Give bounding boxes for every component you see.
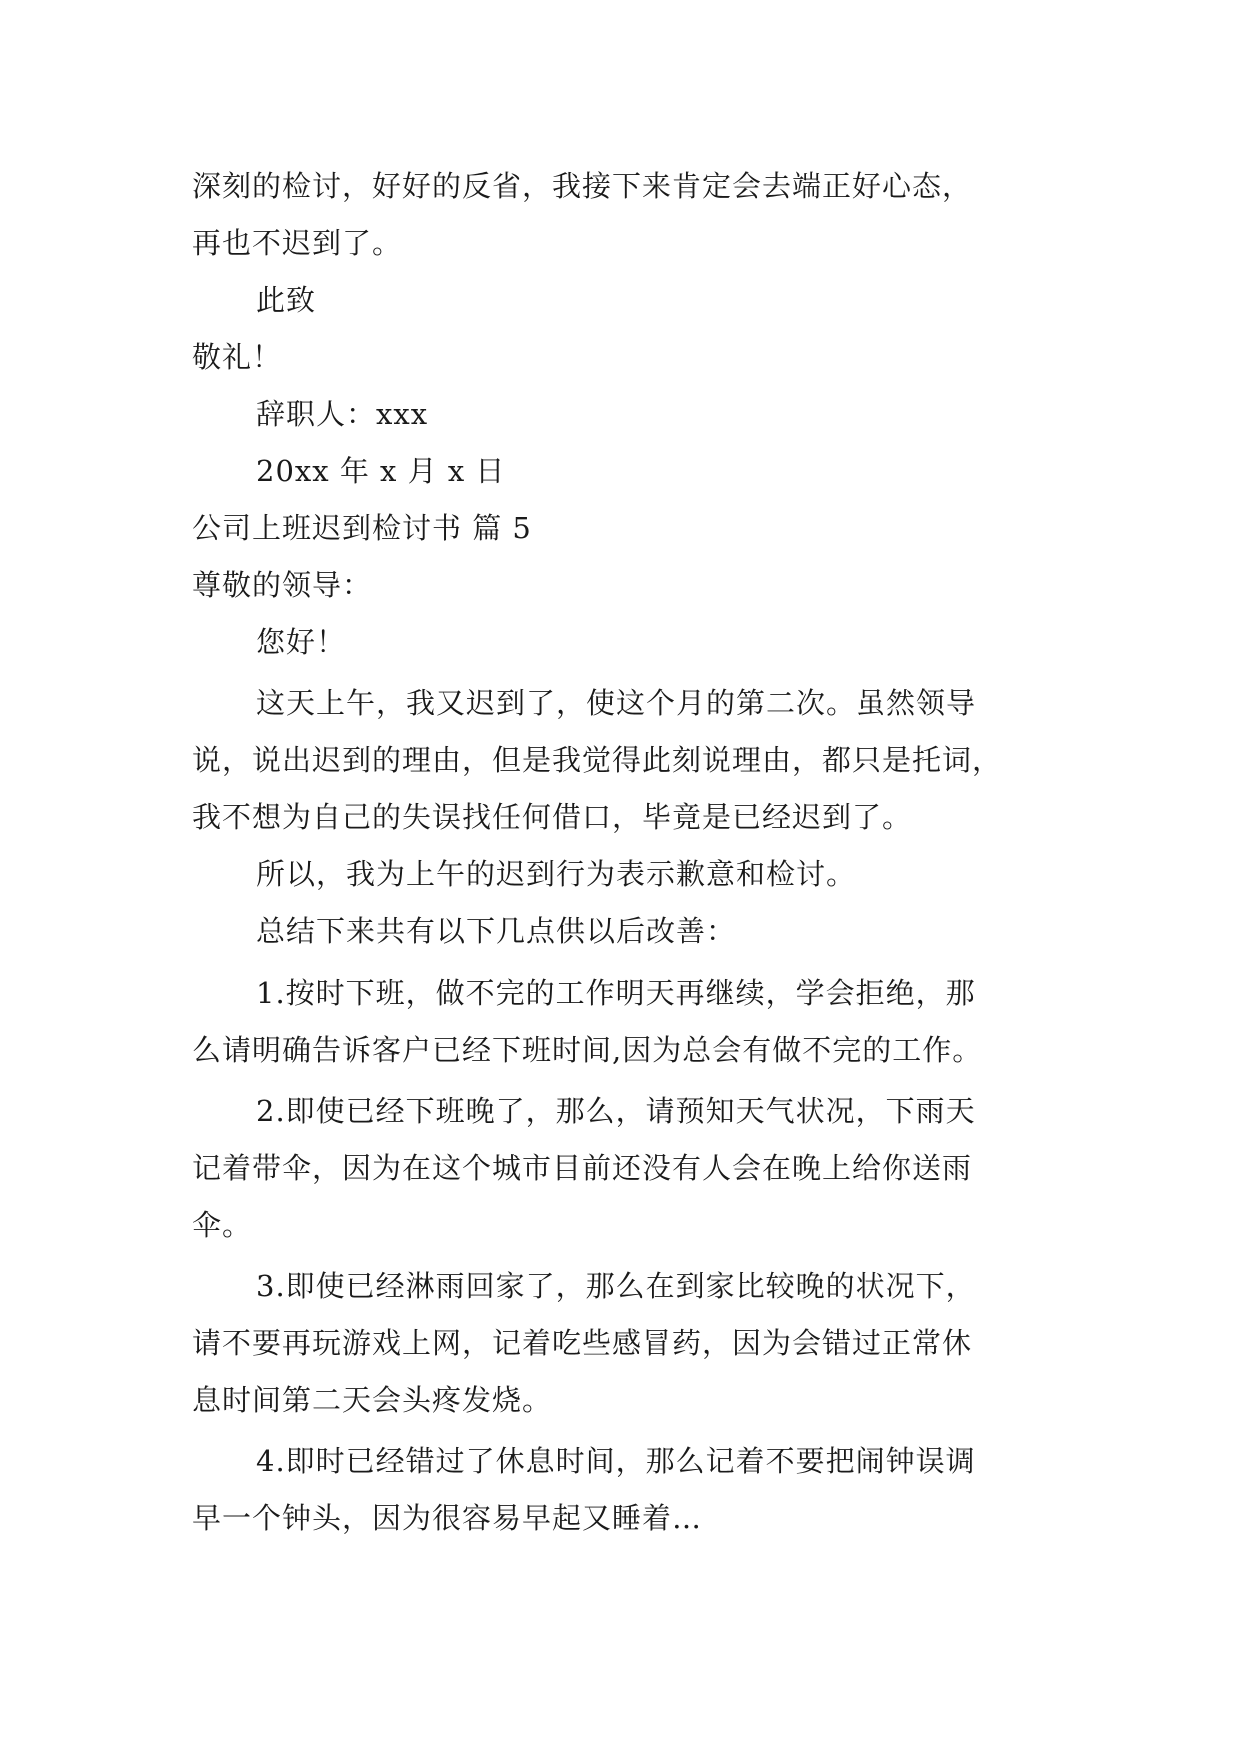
list-item-line: 早一个钟头，因为很容易早起又睡着… [192,1501,703,1535]
list-item-line: 么请明确告诉客户已经下班时间,因为总会有做不完的工作。 [192,1033,983,1067]
date-line: 20xx 年 x 月 x 日 [256,454,506,488]
list-item-line: 伞。 [192,1208,253,1242]
body-text-line: 我不想为自己的失误找任何借口，毕竟是已经迟到了。 [192,800,913,834]
list-item-line: 请不要再玩游戏上网，记着吃些感冒药，因为会错过正常休 [192,1326,973,1360]
body-text-line: 说，说出迟到的理由，但是我觉得此刻说理由，都只是托词， [192,743,1003,777]
body-text-line: 所以，我为上午的迟到行为表示歉意和检讨。 [256,857,857,891]
closing-regards: 敬礼！ [192,340,283,374]
list-item-line: 记着带伞，因为在这个城市目前还没有人会在晚上给你送雨 [192,1151,973,1185]
closing-salutation: 此致 [256,283,317,317]
list-item-line: 2.即使已经下班晚了，那么，请预知天气状况，下雨天 [256,1094,976,1128]
greeting-recipient: 尊敬的领导： [192,568,373,602]
list-item-line: 息时间第二天会头疼发烧。 [192,1383,553,1417]
list-item-line: 3.即使已经淋雨回家了，那么在到家比较晚的状况下， [256,1269,976,1303]
body-text-line: 深刻的检讨，好好的反省，我接下来肯定会去端正好心态， [192,169,973,203]
list-item-line: 1.按时下班，做不完的工作明天再继续，学会拒绝，那 [256,976,976,1010]
signature-line: 辞职人：xxx [256,397,429,431]
body-text-line: 总结下来共有以下几点供以后改善： [256,914,737,948]
greeting-hello: 您好！ [256,625,347,659]
section-heading: 公司上班迟到检讨书 篇 5 [192,511,532,545]
body-text-line: 这天上午，我又迟到了，使这个月的第二次。虽然领导 [256,686,977,720]
body-text-line: 再也不迟到了。 [192,226,403,260]
list-item-line: 4.即时已经错过了休息时间，那么记着不要把闹钟误调 [256,1444,976,1478]
